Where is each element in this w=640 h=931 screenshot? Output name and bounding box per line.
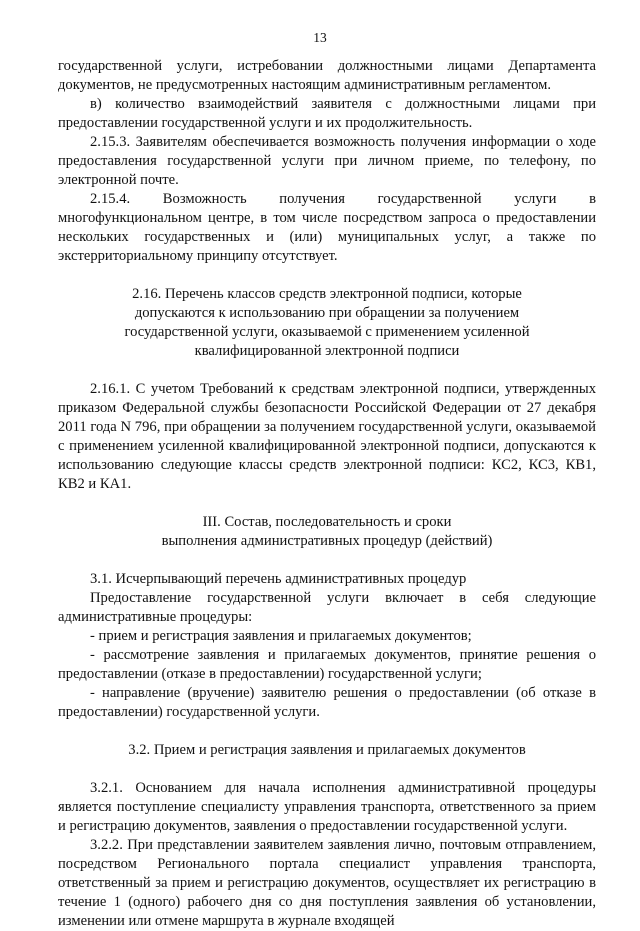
- heading-line: 2.16. Перечень классов средств электронной подписи, которые: [132, 286, 522, 302]
- heading-line: квалифицированной электронной подписи: [194, 343, 460, 359]
- paragraph-3-2-1: 3.2.1. Основанием для начала исполнения административной процедуры является поступление специалисту управления транспорта, ответственного за прием и регистрацию документов, заявления о предоставлении государственной услуги.: [58, 780, 596, 834]
- document-body: [58, 57, 596, 931]
- heading-line: выполнения административных процедур (действий): [161, 533, 493, 549]
- heading-line: допускаются к использованию при обращении за получением: [134, 305, 520, 321]
- paragraph-continuation: государственной услуги, истребовании должностными лицами Департамента документов, не предусмотренных настоящим административным регламентом.: [58, 58, 596, 93]
- list-item-procedure-1: - прием и регистрация заявления и прилагаемых документов;: [90, 628, 472, 644]
- heading-line: государственной услуги, оказываемой с применением усиленной: [124, 324, 530, 340]
- paragraph-2-16-1: 2.16.1. С учетом Требований к средствам электронной подписи, утвержденных приказом Федеральной службы безопасности Российской Федерации от 27 декабря 2011 года N 796, при обращении за получением государственной услуги, оказываемой с применением усиленной квалифицированной электронной подписи, допускаются к использованию следующие классы средств электронной подписи: КС2, КС3, КВ1, КВ2 и КА1.: [58, 381, 596, 492]
- page-number: 13: [313, 30, 327, 45]
- list-item-procedure-3: - направление (вручение) заявителю решения о предоставлении (об отказе в предоставлении) государственной услуги.: [58, 685, 596, 720]
- heading-line: III. Состав, последовательность и сроки: [202, 514, 452, 530]
- paragraph-procedures-intro: Предоставление государственной услуги включает в себя следующие административные процедуры:: [58, 590, 596, 625]
- paragraph-3-2-2: 3.2.2. При представлении заявителем заявления лично, почтовым отправлением, посредством Регионального портала специалист управления транспорта, ответственный за прием и регистрацию документов, осуществляет их регистрацию в течение 1 (одного) рабочего дня со дня поступления заявления об установлении, изменении или отмене маршрута в журнале входящей: [58, 837, 596, 929]
- paragraph-item-v: в) количество взаимодействий заявителя с должностными лицами при предоставлении государственной услуги и их продолжительность.: [58, 96, 596, 131]
- section-heading-III: [58, 513, 596, 551]
- list-item-procedure-2: - рассмотрение заявления и прилагаемых документов, принятие решения о предоставлении (отказе в предоставлении) государственной услуги;: [58, 647, 596, 682]
- paragraph-2-15-4: 2.15.4. Возможность получения государственной услуги в многофункциональном центре, в том числе посредством запроса о предоставлении нескольких государственных и (или) муниципальных услуг, а также по экстерриториальному принципу отсутствует.: [58, 191, 596, 264]
- paragraph-2-15-3: 2.15.3. Заявителям обеспечивается возможность получения информации о ходе предоставления государственной услуги при личном приеме, по телефону, по электронной почте.: [58, 134, 596, 188]
- section-heading-3-2: 3.2. Прием и регистрация заявления и прилагаемых документов: [128, 742, 526, 758]
- paragraph-3-1: 3.1. Исчерпывающий перечень административных процедур: [90, 571, 467, 587]
- section-heading-2-16: [58, 285, 596, 361]
